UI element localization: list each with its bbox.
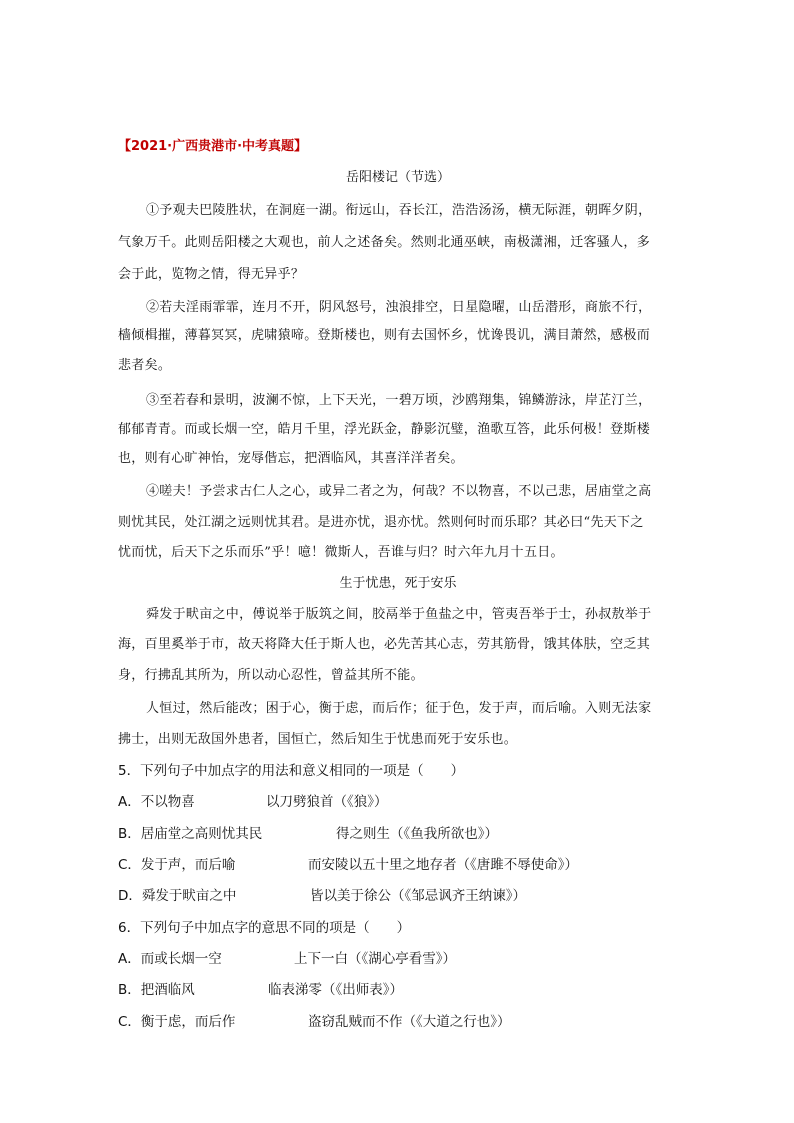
passage2-line: 人恒过，然后能改；困于心，衡于虑，而后作；征于色，发于声，而后喻。入则无法家 <box>146 701 652 716</box>
option-comparison: 临表涕零（《出师表》） <box>268 982 403 998</box>
question-6-stem: 6．下列句子中加点字的意思不同的项是（ ） <box>118 920 411 936</box>
passage2-line: 舜发于畎亩之中，傅说举于版筑之间，胶鬲举于鱼盐之中，管夷吾举于士，孙叔敖举于 <box>146 607 652 622</box>
passage1-line: 会于此，览物之情，得无异乎？ <box>118 267 305 282</box>
passage1-line: 郁郁青青。而或长烟一空，皓月千里，浮光跃金，静影沉璧，渔歌互答，此乐何极！登斯楼 <box>118 422 651 437</box>
option-sentence: B．居庙堂之高则忧其民 <box>118 826 263 842</box>
passage1-line: 悲者矣。 <box>118 358 172 373</box>
passage2-line: 海，百里奚举于市，故天将降大任于斯人也，必先苦其心志，劳其筋骨，饿其体肤，空乏其 <box>118 637 651 652</box>
passage1-line: ③至若春和景明，波澜不惊，上下天光，一碧万顷，沙鸥翔集，锦鳞游泳，岸芷汀兰， <box>146 393 652 408</box>
option-comparison: 得之则生（《鱼我所欲也》） <box>336 826 498 842</box>
passage2-line: 身，行拂乱其所为，所以动心忍性，曾益其所不能。 <box>118 668 424 683</box>
passage1-line: 气象万千。此则岳阳楼之大观也，前人之述备矣。然则北通巫峡，南极潇湘，迁客骚人，多 <box>118 235 651 250</box>
option-comparison: 而安陵以五十里之地存者（《唐雎不辱使命》） <box>308 857 578 873</box>
passage1-line: 也，则有心旷神怡，宠辱偕忘，把酒临风，其喜洋洋者矣。 <box>118 451 464 466</box>
option-sentence: A．而或长烟一空 <box>118 951 222 967</box>
option-sentence: C．发于声，而后喻 <box>118 857 236 873</box>
option-comparison: 盗窃乱贼而不作（《大道之行也》） <box>308 1014 511 1030</box>
passage2-line: 拂士，出则无敌国外患者，国恒亡，然后知生于忧患而死于安乐也。 <box>118 732 518 747</box>
passage1-line: ②若夫淫雨霏霏，连月不开，阴风怒号，浊浪排空，日星隐曜，山岳潜形，商旅不行， <box>146 300 652 315</box>
passage1-line: ④嗟夫！予尝求古仁人之心，或异二者之为，何哉？不以物喜，不以己悲，居庙堂之高 <box>146 484 652 499</box>
option-sentence: C．衡于虑，而后作 <box>118 1014 236 1030</box>
option-sentence: B．把酒临风 <box>118 982 195 998</box>
question-5-stem: 5．下列句子中加点字的用法和意义相同的一项是（ ） <box>118 763 465 779</box>
option-sentence: A．不以物喜 <box>118 794 195 810</box>
passage1-line: 忧而忧，后天下之乐而乐”乎！噫！微斯人，吾谁与归？时六年九月十五日。 <box>118 545 564 560</box>
option-comparison: 以刀劈狼首（《狼》） <box>266 794 388 810</box>
option-sentence: D．舜发于畎亩之中 <box>118 888 237 904</box>
passage1-line: 则忧其民，处江湖之远则忧其君。是进亦忧，退亦忧。然则何时而乐耶？其必曰“先天下之 <box>118 515 644 530</box>
passage1-line: ①予观夫巴陵胜状，在洞庭一湖。衔远山，吞长江，浩浩汤汤，横无际涯，朝晖夕阴， <box>146 203 652 218</box>
passage1-line: 樯倾楫摧，薄暮冥冥，虎啸猿啼。登斯楼也，则有去国怀乡，忧谗畏讥，满目萧然，感极而 <box>118 328 651 343</box>
option-comparison: 皆以美于徐公（《邹忌讽齐王纳谏》） <box>310 888 526 904</box>
option-comparison: 上下一白（《湖心亭看雪》） <box>294 951 456 967</box>
passage2-title: 生于忧患，死于安乐 <box>339 576 457 591</box>
passage1-title: 岳阳楼记（节选） <box>345 170 450 185</box>
source-tag: 【2021·广西贵港市·中考真题】 <box>118 139 308 154</box>
